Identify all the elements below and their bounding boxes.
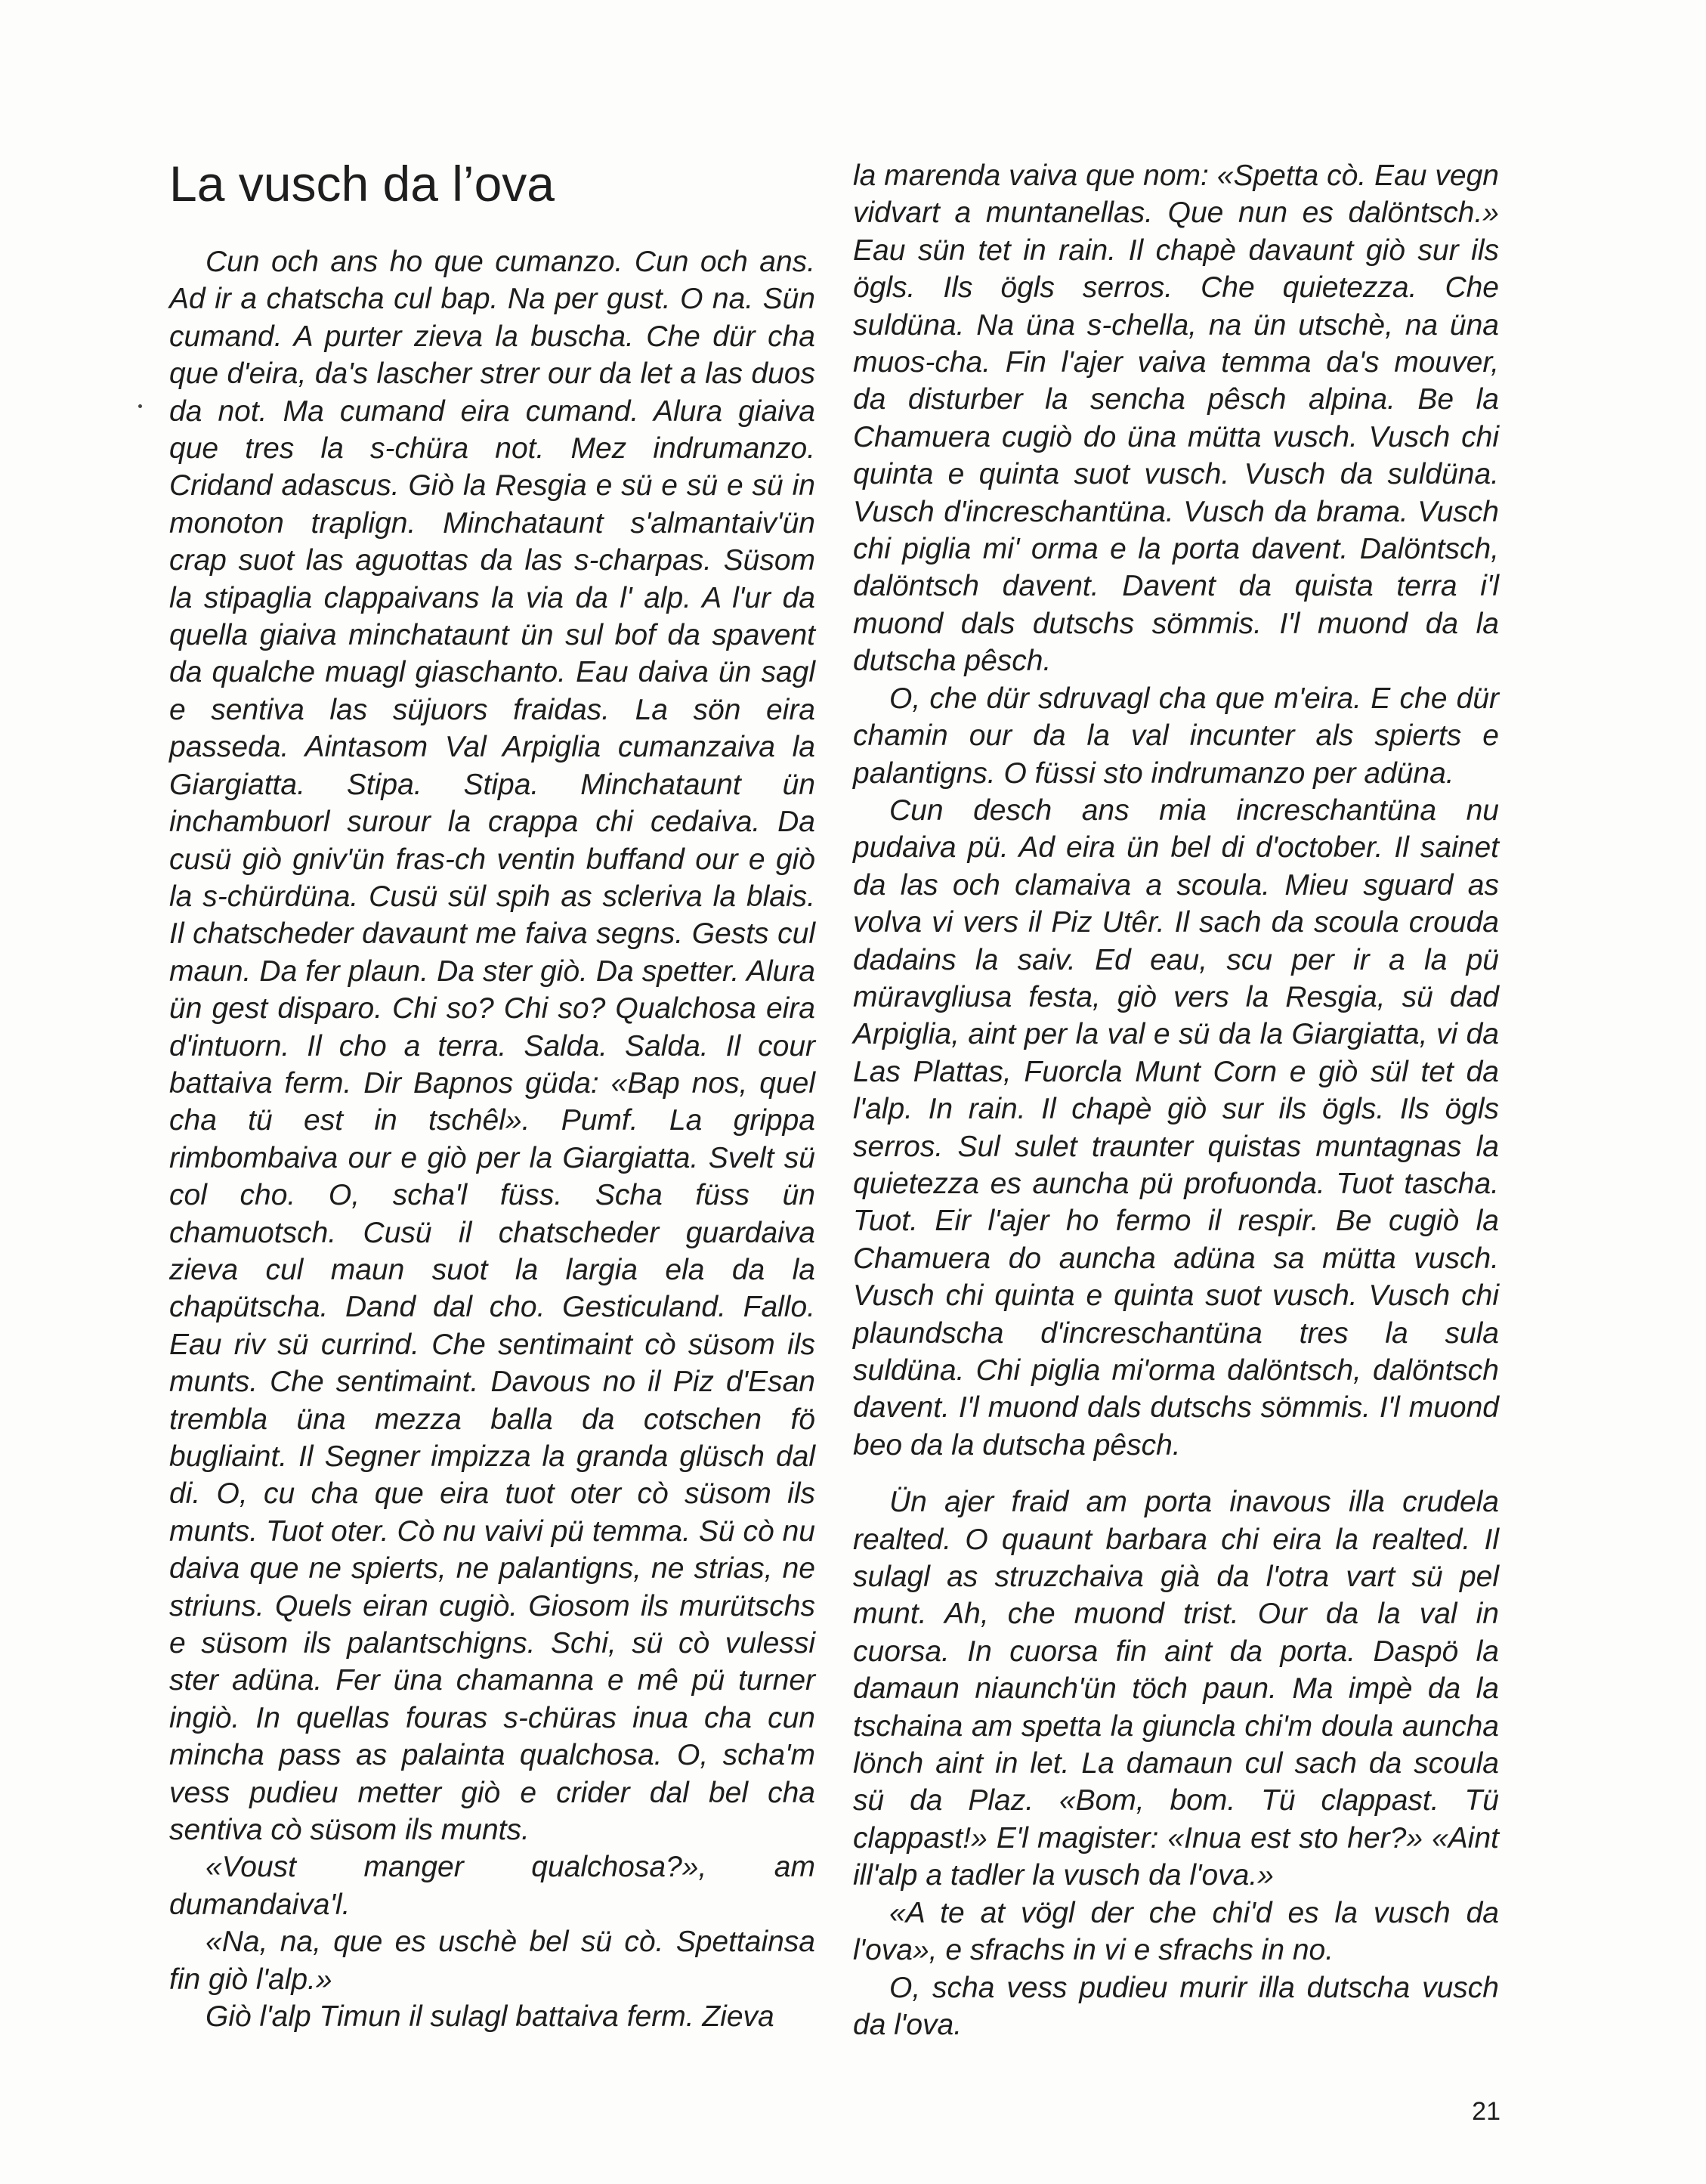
margin-mark: [138, 404, 142, 408]
paragraph: «Na, na, que es uschè bel sü cò. Spettainsa fin giò l'alp.»: [169, 1926, 815, 1996]
paragraph: O, che dür sdruvagl cha que m'eira. E che dür chamin our da la val incunter als spierts e palantigns. O füssi sto indrumanzo per adüna.: [853, 682, 1499, 790]
paragraph: Cun desch ans mia increschantüna nu pudaiva pü. Ad eira ün bel di d'october. Il sainet da las och clamaiva a scoula. Mieu sguard as volva vi vers il Piz Utêr. Il sach da scoula crouda dadains la saiv. Ed eau, scu per ir a la pü müravgliusa festa, giò vers la Resgia, sü dad Arpiglia, aint per la val e sü da la Giargiatta, vi da Las Plattas, Fuorcla Munt Corn e giò sül tet da l'alp. In rain. Il chapè giò sur ils ögls. Ils ögls serros. Sul sulet traunter quistas muntagnas la quietezza es auncha pü profuonda. Tuot tascha. Tuot. Eir l'ajer ho fermo il respir. Be cugiò la Chamuera do auncha adüna sa mütta vusch. Vusch chi quinta e quinta suot vusch. Vusch chi plaundscha d'increschantüna tres la sula suldüna. Chi piglia mi'orma dalöntsch, dalöntsch davent. I'l muond dals dutschs sömmis. I'l muond beo da la dutscha pêsch.: [853, 793, 1499, 1462]
paragraph: Giò l'alp Timun il sulagl battaiva ferm. Zieva: [206, 2000, 774, 2034]
paragraph: O, scha vess pudieu murir illa dutscha vusch da l'ova.: [853, 1971, 1499, 2041]
page-title: La vusch da l’ova: [169, 156, 555, 212]
paragraph: Cun och ans ho que cumanzo. Cun och ans. Ad ir a chatscha cul bap. Na per gust. O na. Sün cumand. A purter zieva la buscha. Che dür cha que d'eira, da's lascher strer our da let a las duos da not. Ma cumand eira cumand. Alura giaiva que tres la s-chüra not. Mez indrumanzo. Cridand adascus. Giò la Resgia e sü e sü e sü in monoton traplign. Minchataunt s'almantaiv'ün crap suot las aguottas da las s-charpas. Süsom la stipaglia clappaivans la via da l' alp. A l'ur da quella giaiva minchataunt ün sul bof da spavent da qualche muagl giaschanto. Eau daiva ün sagl e sentiva las süjuors fraidas. La sön eira passeda. Aintasom Val Arpiglia cumanzaiva la Giargiatta. Stipa. Stipa. Minchataunt ün inchambuorl surour la crappa chi cedaiva. Da cusü giò gniv'ün fras-ch ventin buffand our e giò la s-chürdüna. Cusü sül spih as scleriva la blais. Il chatscheder davaunt me faiva segns. Gests cul maun. Da fer plaun. Da ster giò. Da spetter. Alura ün gest disparo. Chi so? Chi so? Qualchosa eira d'intuorn. Il cho a terra. Salda. Salda. Il cour battaiva ferm. Dir Bapnos güda: «Bap nos, quel cha tü est in tschêl». Pumf. La grippa rimbombaiva our e giò per la Giargiatta. Svelt sü col cho. O, scha'l füss. Scha füss ün chamuotsch. Cusü il chatscheder guardaiva zieva cul maun suot la largia ela da la chapütscha. Dand dal cho. Gesticuland. Fallo. Eau riv sü currind. Che sentimaint cò süsom ils munts. Che sentimaint. Davous no il Piz d'Esan trembla üna mezza balla da cotschen fö bugliaint. Il Segner impizza la granda glüsch dal di. O, cu cha que eira tuot oter cò süsom ils munts. Tuot oter. Cò nu vaivi pü temma. Sü cò nu daiva que ne spierts, ne palantigns, ne strias, ne striuns. Quels eiran cugiò. Giosom ils murütschs e süsom ils palantschigns. Schi, sü cò vulessi ster adüna. Fer üna chamanna e mê pü turner ingiò. In quellas fouras s-chüras inua cha cun mincha pass as palainta qualchosa. O, scha'm vess pudieu metter giò e crider dal bel cha sentiva cò süsom ils munts.: [169, 246, 815, 1847]
page-number: 21: [1472, 2097, 1500, 2126]
paragraph: «Voust manger qualchosa?», am dumandaiva'l.: [169, 1851, 815, 1921]
left-column: [169, 243, 815, 2036]
right-column: [853, 157, 1499, 2043]
paragraph: Ün ajer fraid am porta inavous illa crudela realted. O quaunt barbara chi eira la realted. Il sulagl as struzchaiva già da l'otra vart sü pel munt. Ah, che muond trist. Our da la val in cuorsa. In cuorsa fin aint da porta. Daspö la damaun niaunch'ün töch paun. Ma impè da la tschaina am spetta la giuncla chi'm doula auncha lönch aint in let. La damaun cul sach da scoula sü da Plaz. «Bom, bom. Tü clappast. Tü clappast!» E'l magister: «Inua est sto her?» «Aint ill'alp a tadler la vusch da l'ova.»: [853, 1486, 1499, 1892]
paragraph: «A te at vögl der che chi'd es la vusch da l'ova», e sfrachs in vi e sfrachs in no.: [853, 1896, 1499, 1967]
paragraph: la marenda vaiva que nom: «Spetta cò. Eau vegn vidvart a muntanellas. Que nun es dalöntsch.» Eau sün tet in rain. Il chapè davaunt giò sur ils ögls. Ils ögls serros. Che quietezza. Che suldüna. Na üna s-chella, na ün utschè, na üna muos-cha. Fin l'ajer vaiva temma da's mouver, da disturber la sencha pêsch alpina. Be la Chamuera cugiò do üna mütta vusch. Vusch chi quinta e quinta suot vusch. Vusch da suldüna. Vusch d'increschantüna. Vusch da brama. Vusch chi piglia mi' orma e la porta davent. Dalöntsch, dalöntsch davent. Davent da quista terra i'l muond dals dutschs sömmis. I'l muond da la dutscha pêsch.: [853, 159, 1499, 678]
